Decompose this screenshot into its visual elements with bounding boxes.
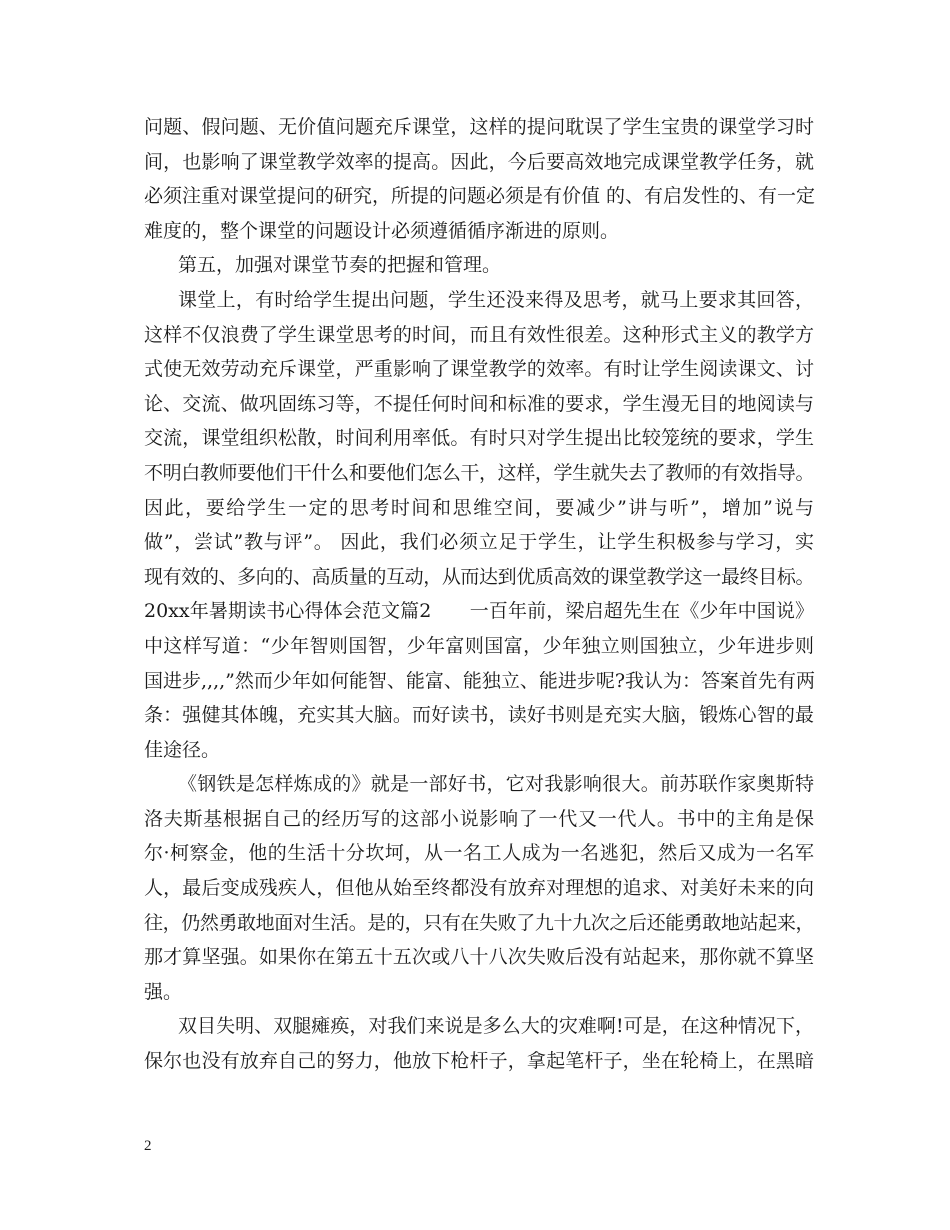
text-line: 论、交流、做巩固练习等，不提任何时间和标准的要求，学生漫无目的地阅读与 [144,392,814,415]
text-line: 式使无效劳动充斥课堂，严重影响了课堂教学的效率。有时让学生阅读课文、讨 [144,358,814,381]
text-line: 必须注重对课堂提问的研究，所提的问题必须是有价值 的、有启发性的、有一定 [144,185,816,208]
text-line: 现有效的、多向的、高质量的互动，从而达到优质高效的课堂教学这一最终目标。 [144,565,814,588]
text-line: 洛夫斯基根据自己的经历写的这部小说影响了一代又一代人。书中的主角是保 [144,807,814,830]
text-line: 往，仍然勇敢地面对生活。是的，只有在失败了九十九次之后还能勇敢地站起来， [144,911,814,934]
text-line: 这样不仅浪费了学生课堂思考的时间，而且有效性很差。这种形式主义的教学方 [144,323,814,346]
text-line: 问题、假问题、无价值问题充斥课堂，这样的提问耽误了学生宝贵的课堂学习时 [144,116,814,138]
text-line: 双目失明、双腿瘫痪，对我们来说是多么大的灾难啊!可是，在这种情况下， [178,1015,814,1038]
text-line: 难度的，整个课堂的问题设计必须遵循循序渐进的原则。 [144,219,620,242]
page-number: 2 [144,1138,152,1154]
text-line: 保尔也没有放弃自己的努力，他放下枪杆子，拿起笔杆子，坐在轮椅上，在黑暗 [144,1050,814,1073]
text-line: 那才算坚强。如果你在第五十五次或八十八次失败后没有站起来，那你就不算坚 [144,946,814,969]
text-line: 条：强健其体魄，充实其大脑。而好读书，读好书则是充实大脑，锻炼心智的最 [144,704,814,727]
text-line: 人，最后变成残疾人，但他从始至终都没有放弃对理想的追求、对美好未来的向 [144,877,814,900]
text-line: 做”，尝试”教与评”。 因此，我们必须立足于学生，让学生积极参与学习，实 [144,531,814,554]
text-line: 佳途径。 [144,738,221,761]
text-line: 不明白教师要他们干什么和要他们怎么干，这样，学生就失去了教师的有效指导。 [144,461,814,484]
text-line: 尔·柯察金，他的生活十分坎坷，从一名工人成为一名逃犯，然后又成为一名军 [144,842,814,865]
text-line: 间，也影响了课堂教学效率的提高。因此，今后要高效地完成课堂教学任务，就 [144,150,814,173]
text-line: 课堂上，有时给学生提出问题，学生还没来得及思考，就马上要求其回答， [178,288,814,311]
text-line: 《钢铁是怎样炼成的》就是一部好书，它对我影响很大。前苏联作家奥斯特 [178,773,814,796]
document-body [144,110,814,1079]
text-line: 中这样写道：“少年智则国智，少年富则国富，少年独立则国独立，少年进步则 [144,634,814,657]
text-line: 国进步,,,,”然而少年如何能智、能富、能独立、能进步呢?我认为：答案首先有两 [144,669,816,692]
text-line: 20xx年暑期读书心得体会范文篇2 一百年前，梁启超先生在《少年中国说》 [144,600,814,623]
text-line: 第五，加强对课堂节奏的把握和管理。 [178,254,502,277]
text-line: 因此，要给学生一定的思考时间和思维空间，要减少”讲与听”，增加”说与 [144,496,814,519]
text-line: 交流，课堂组织松散，时间利用率低。有时只对学生提出比较笼统的要求，学生 [144,427,814,450]
text-line: 强。 [144,980,183,1003]
